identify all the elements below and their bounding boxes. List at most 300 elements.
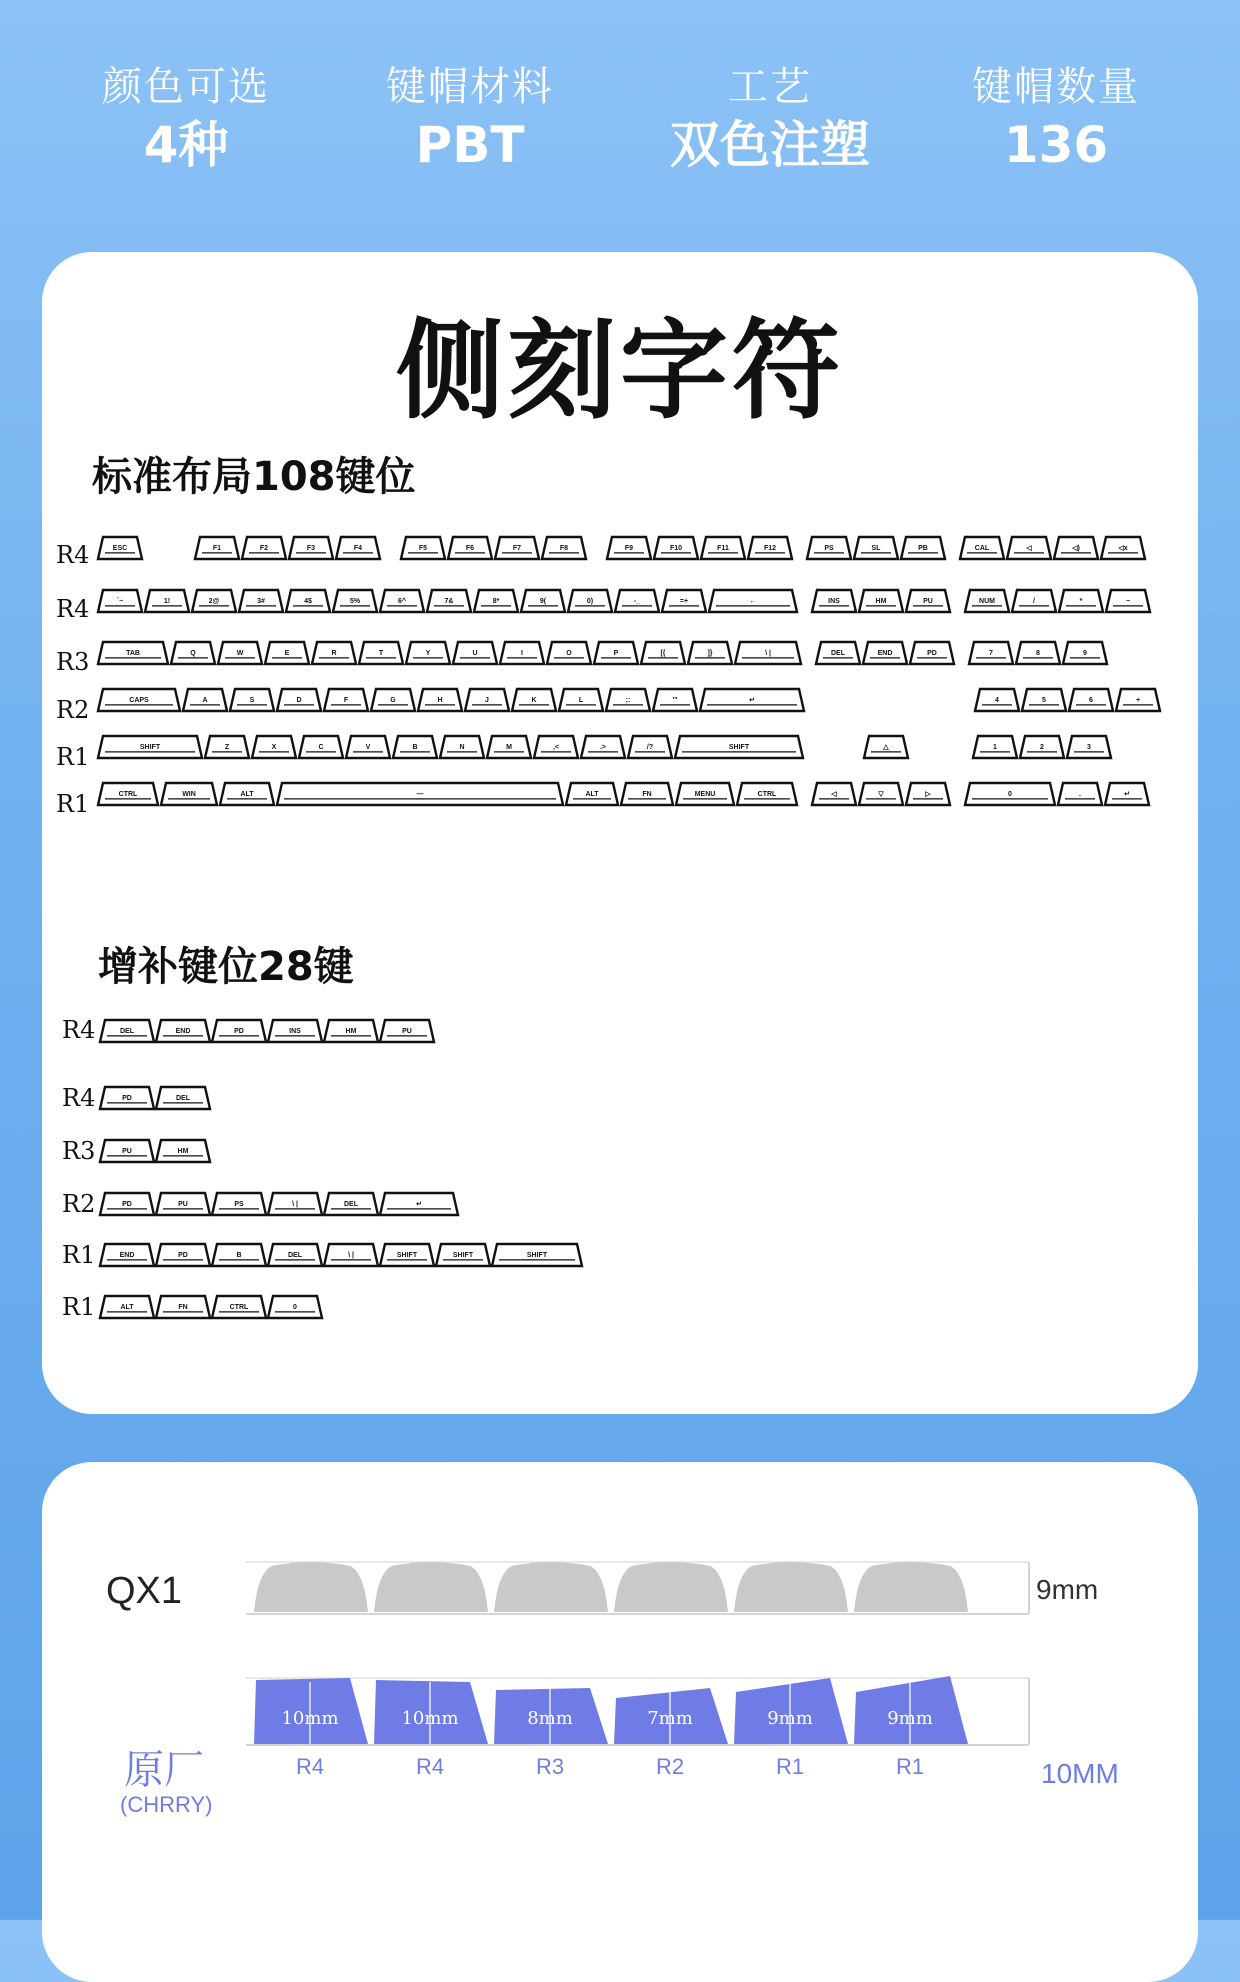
keycap-legend: INS	[289, 1027, 301, 1035]
keycap-legend: PU	[178, 1200, 188, 1208]
cherry-keycap-profile	[854, 1676, 968, 1779]
keycap-legend: 4$	[304, 597, 312, 605]
keycap-legend: V	[365, 743, 371, 751]
keycap-legend: HM	[177, 1147, 189, 1155]
layout-card	[42, 252, 1198, 1414]
keycap-legend: Z	[224, 743, 230, 751]
keycap	[401, 537, 445, 559]
keycap	[676, 783, 734, 805]
keycap-legend: *	[1079, 597, 1083, 605]
row-label: R4	[295, 1754, 325, 1779]
keycap-legend: −	[1125, 597, 1131, 605]
keycap-legend: ↵	[1124, 790, 1130, 798]
cherry-keycap-profile	[374, 1680, 488, 1779]
keycap-legend: INS	[828, 597, 840, 605]
keycap-legend: 4	[995, 696, 999, 704]
keycap-legend: ◁	[831, 790, 837, 798]
keycap-legend: ;:	[625, 696, 631, 704]
keycap-legend: M	[506, 743, 512, 751]
keycap-height-label: 8mm	[527, 1708, 573, 1729]
keycap	[156, 1087, 210, 1109]
keycap	[380, 1020, 434, 1042]
standard-layout-title: 标准布局108键位	[92, 454, 416, 500]
keycap	[427, 590, 471, 612]
keycap	[1059, 590, 1103, 612]
qx1-keycap-profile	[614, 1562, 728, 1612]
qx1-keycap-profile	[734, 1562, 848, 1612]
keycap-legend: PD	[927, 649, 937, 657]
keycap-legend: 2	[1040, 743, 1044, 751]
keycap	[542, 537, 586, 559]
keycap-legend: ALT	[585, 790, 599, 798]
row-label: R1	[56, 790, 90, 818]
keycap	[277, 783, 563, 805]
keycap	[1101, 537, 1145, 559]
keycap-legend: F10	[669, 544, 683, 552]
keycap	[212, 1020, 266, 1042]
keycap-legend: F9	[624, 544, 634, 552]
keycap-legend: F1	[212, 544, 222, 552]
profile-b-height: 10MM	[1041, 1758, 1119, 1789]
keycap-legend: DEL	[344, 1200, 358, 1208]
keycap-legend: F8	[559, 544, 569, 552]
keycap-legend: ◁	[1026, 544, 1032, 552]
keycap-legend: L	[578, 696, 584, 704]
keycap	[453, 642, 497, 664]
keycap	[901, 537, 945, 559]
keycap-legend: CTRL	[757, 790, 777, 798]
keycap	[380, 1193, 458, 1215]
keycap	[212, 1296, 266, 1318]
keycap-legend: F12	[763, 544, 777, 552]
keycap-legend: 8*	[492, 597, 500, 605]
keycap	[1020, 736, 1064, 758]
keycap	[641, 642, 685, 664]
row-label: R2	[655, 1754, 685, 1779]
keycap-legend: PS	[234, 1200, 244, 1208]
keycap-legend: PD	[122, 1094, 132, 1102]
spec-material	[340, 62, 600, 176]
keycap-legend: 1	[993, 743, 997, 751]
keycap-height-label: 7mm	[647, 1708, 693, 1729]
keycap-legend: PD	[178, 1251, 188, 1259]
keycap	[906, 590, 950, 612]
keycap	[393, 736, 437, 758]
keycap-legend: Y	[425, 649, 431, 657]
keycap-legend: 0	[293, 1303, 297, 1311]
keycap	[265, 642, 309, 664]
keycap	[98, 783, 158, 805]
keycap-legend: DEL	[831, 649, 845, 657]
keycap	[100, 1244, 154, 1266]
keycap-legend: H	[437, 696, 443, 704]
keycap-legend: 9	[1083, 649, 1087, 657]
spec-label: 工艺	[728, 64, 812, 110]
keycap	[100, 1296, 154, 1318]
keycap	[380, 1244, 434, 1266]
keycap	[906, 783, 950, 805]
keycap-legend: 0	[1008, 790, 1012, 798]
keycap-legend: NUM	[979, 597, 995, 605]
keycap	[380, 590, 424, 612]
keycap	[487, 736, 531, 758]
keycap-height-label: 9mm	[887, 1708, 933, 1729]
keycap	[268, 1193, 322, 1215]
keycap-legend: PU	[122, 1147, 132, 1155]
keycap-legend: SHIFT	[396, 1251, 418, 1259]
keycap	[975, 689, 1019, 711]
keycap	[1067, 736, 1111, 758]
keycap-legend: DEL	[288, 1251, 302, 1259]
keycap	[1054, 537, 1098, 559]
keycap-legend: F	[343, 696, 349, 704]
keycap	[277, 689, 321, 711]
keycap	[812, 783, 856, 805]
keycap	[436, 1244, 490, 1266]
keycap	[492, 1244, 582, 1266]
row-label: R2	[62, 1190, 96, 1218]
keycap-legend: R	[331, 649, 337, 657]
keycap	[566, 783, 618, 805]
keycap	[230, 689, 274, 711]
keycap	[500, 642, 544, 664]
keycap	[607, 537, 651, 559]
keycap	[1063, 642, 1107, 664]
keycap-legend: DEL	[120, 1027, 134, 1035]
keycap	[1022, 689, 1066, 711]
keycap	[1007, 537, 1051, 559]
keycap-legend: FN	[178, 1303, 188, 1311]
keycap-legend: F4	[353, 544, 363, 552]
keycap	[218, 642, 262, 664]
row-label: R3	[535, 1754, 565, 1779]
keycap	[268, 1296, 322, 1318]
spec-value: PBT	[415, 116, 525, 174]
keycap	[859, 783, 903, 805]
keycap	[98, 736, 202, 758]
keycap	[268, 1020, 322, 1042]
row-label: R4	[62, 1084, 96, 1112]
keycap	[581, 736, 625, 758]
keycap-legend: P	[613, 649, 619, 657]
keycap	[192, 590, 236, 612]
keycap-legend: ↵	[416, 1200, 422, 1208]
row-label: R3	[62, 1137, 96, 1165]
keycap	[654, 537, 698, 559]
keycap	[969, 642, 1013, 664]
keycap	[737, 783, 797, 805]
keycap	[1116, 689, 1160, 711]
extra-keys-title: 增补键位28键	[98, 944, 354, 990]
keycap-legend: J	[485, 696, 489, 704]
keycap	[628, 736, 672, 758]
keycap	[1105, 783, 1149, 805]
keycap-legend: 6	[1089, 696, 1093, 704]
keycap	[100, 1020, 154, 1042]
keycap-legend: W	[236, 649, 244, 657]
keycap-legend: CTRL	[118, 790, 138, 798]
keycap	[336, 537, 380, 559]
qx1-keycap-profile	[854, 1562, 968, 1612]
profile-comparison-card	[42, 1462, 1198, 1982]
keycap	[156, 1244, 210, 1266]
keycap-legend: PU	[402, 1027, 412, 1035]
keycap-legend: S	[249, 696, 255, 704]
profile-b-name: 原厂	[124, 1748, 204, 1792]
keycap-legend: 2@	[208, 597, 220, 605]
keycap-legend: WIN	[182, 790, 196, 798]
row-label: R2	[56, 696, 90, 724]
side-legend-title: 侧刻字符	[395, 309, 844, 434]
keycap-legend: 3#	[257, 597, 265, 605]
keycap	[653, 689, 697, 711]
spec-label: 键帽材料	[386, 64, 554, 110]
keycap	[621, 783, 673, 805]
keycap	[495, 537, 539, 559]
keycap-legend: /	[1033, 597, 1035, 605]
keycap	[534, 736, 578, 758]
keycap	[812, 590, 856, 612]
keycap-legend: I	[521, 649, 523, 657]
keycap	[465, 689, 509, 711]
keycap	[594, 642, 638, 664]
keycap-legend: TAB	[126, 649, 140, 657]
keycap-legend: 8	[1036, 649, 1040, 657]
keyboard-layout-diagram	[42, 252, 1198, 1414]
keycap	[98, 537, 142, 559]
keycap	[252, 736, 296, 758]
keycap	[156, 1020, 210, 1042]
keycap-legend: .>	[599, 743, 607, 751]
keycap-legend: CTRL	[229, 1303, 249, 1311]
keycap-legend: CAL	[974, 544, 990, 552]
keycap-legend: 3	[1087, 743, 1091, 751]
keycap-legend: ↵	[749, 696, 755, 704]
keycap-legend: F11	[717, 544, 729, 552]
keycap	[748, 537, 792, 559]
keycap	[606, 689, 650, 711]
spec-value: 4种	[143, 116, 229, 174]
row-label: R1	[895, 1754, 925, 1779]
keycap	[324, 1193, 378, 1215]
keycap	[807, 537, 851, 559]
keycap	[615, 590, 659, 612]
keycap-legend: END	[119, 1251, 135, 1259]
keycap-legend: 7	[989, 649, 993, 657]
row-label: R4	[56, 595, 90, 623]
qx1-keycap-profile	[254, 1562, 368, 1612]
keycap	[100, 1087, 154, 1109]
keycap	[854, 537, 898, 559]
profile-b-sub: (CHRRY)	[120, 1792, 213, 1817]
keycap	[100, 1193, 154, 1215]
keycap-legend: END	[175, 1027, 191, 1035]
keycap-legend: 0)	[586, 597, 594, 605]
keycap-legend: 7&	[444, 597, 454, 605]
keycap	[171, 642, 215, 664]
keycap	[359, 642, 403, 664]
cherry-keycap-profile	[254, 1678, 368, 1779]
keycap	[333, 590, 377, 612]
keycap	[973, 736, 1017, 758]
keycap-legend: Q	[190, 649, 196, 657]
keycap	[324, 689, 368, 711]
keycap	[100, 1140, 154, 1162]
keycap-legend: CAPS	[129, 696, 149, 704]
keycap	[98, 642, 168, 664]
keycap-legend: O	[566, 649, 572, 657]
keycap-legend: F5	[418, 544, 428, 552]
keycap-legend: 6^	[398, 597, 406, 605]
keycap-legend: \ |	[348, 1251, 354, 1259]
keycap-legend: ALT	[120, 1303, 134, 1311]
keycap-legend: G	[390, 696, 396, 704]
cherry-keycap-profile	[494, 1682, 608, 1779]
keycap	[371, 689, 415, 711]
keycap-legend: MENU	[694, 790, 716, 798]
row-label: R4	[56, 541, 90, 569]
keycap	[910, 642, 954, 664]
row-label: R1	[775, 1754, 805, 1779]
keycap	[965, 590, 1009, 612]
keycap-legend: PD	[234, 1027, 244, 1035]
keycap-legend: F7	[512, 544, 522, 552]
keycap	[559, 689, 603, 711]
keycap-legend: ◁x	[1118, 544, 1128, 552]
keycap	[700, 689, 804, 711]
keycap	[156, 1140, 210, 1162]
keycap	[156, 1296, 210, 1318]
keycap	[239, 590, 283, 612]
keycap	[709, 590, 797, 612]
keycap	[98, 689, 180, 711]
keycap	[324, 1244, 378, 1266]
keycap-legend: `~	[116, 597, 124, 605]
keycap-legend: PU	[923, 597, 933, 605]
profile-a-height: 9mm	[1036, 1574, 1099, 1605]
spec-process	[640, 62, 900, 176]
keycap-legend: HM	[875, 597, 887, 605]
keycap	[701, 537, 745, 559]
keycap-legend: PD	[122, 1200, 132, 1208]
keycap	[98, 590, 142, 612]
row-label: R1	[62, 1293, 96, 1321]
keycap-legend: /?	[646, 743, 654, 751]
keycap-legend: A	[202, 696, 208, 704]
keycap-legend: ▽	[878, 790, 884, 798]
keycap	[299, 736, 343, 758]
keycap-legend: 5	[1042, 696, 1046, 704]
row-label: R4	[415, 1754, 445, 1779]
cherry-keycap-profile	[614, 1682, 728, 1779]
row-label: R1	[56, 743, 90, 771]
keycap-legend: ,<	[552, 743, 560, 751]
keycap	[735, 642, 801, 664]
keycap-legend: ]}	[707, 649, 713, 657]
keycap	[512, 689, 556, 711]
keycap-legend: B	[236, 1251, 242, 1259]
keycap-legend: [{	[660, 649, 666, 657]
keycap	[863, 642, 907, 664]
keycap-legend: PB	[918, 544, 928, 552]
keycap	[1058, 783, 1102, 805]
keycap-legend: F2	[259, 544, 269, 552]
keycap	[1016, 642, 1060, 664]
keycap	[1106, 590, 1150, 612]
qx1-keycap-profile	[494, 1562, 608, 1612]
keycap-height-label: 10mm	[401, 1708, 459, 1729]
keycap-legend: D	[296, 696, 302, 704]
keycap-legend: SHIFT	[452, 1251, 474, 1259]
keycap	[965, 783, 1055, 805]
keycap-legend: FN	[642, 790, 652, 798]
keycap-legend: SHIFT	[728, 743, 750, 751]
keycap	[418, 689, 462, 711]
keycap-height-label: 10mm	[281, 1708, 339, 1729]
spec-color-options	[56, 62, 316, 176]
keycap-legend: T	[378, 649, 384, 657]
keycap	[156, 1193, 210, 1215]
keycap-legend: —	[416, 790, 424, 798]
keycap	[675, 736, 803, 758]
cherry-keycap-profile	[734, 1678, 848, 1779]
keycap	[242, 537, 286, 559]
keycap-legend: ▷	[925, 790, 931, 798]
keycap	[440, 736, 484, 758]
keycap	[212, 1193, 266, 1215]
keycap	[448, 537, 492, 559]
keycap-legend: DEL	[176, 1094, 190, 1102]
spec-bar	[0, 62, 1240, 192]
keycap	[286, 590, 330, 612]
row-label: R3	[56, 648, 90, 676]
keycap	[859, 590, 903, 612]
keycap-legend: ESC	[112, 544, 128, 552]
keycap-legend: ←	[749, 597, 757, 605]
keycap	[346, 736, 390, 758]
keycap	[324, 1020, 378, 1042]
keycap	[212, 1244, 266, 1266]
keycap	[1012, 590, 1056, 612]
keycap	[568, 590, 612, 612]
keycap-legend: △	[883, 743, 889, 751]
profile-diagram	[42, 1462, 1198, 1982]
keycap	[1069, 689, 1113, 711]
keycap	[547, 642, 591, 664]
keycap-legend: .	[1079, 790, 1081, 798]
keycap-legend: -_	[633, 597, 641, 605]
keycap-legend: U	[472, 649, 478, 657]
spec-label: 颜色可选	[102, 64, 270, 110]
keycap-legend: C	[318, 743, 324, 751]
keycap	[816, 642, 860, 664]
keycap-legend: \ |	[765, 649, 771, 657]
keycap	[289, 537, 333, 559]
keycap-legend: +	[1135, 696, 1141, 704]
keycap	[161, 783, 217, 805]
spec-value: 双色注塑	[670, 116, 870, 174]
keycap-legend: =+	[679, 597, 689, 605]
row-label: R1	[62, 1241, 96, 1269]
qx1-keycap-profile	[374, 1562, 488, 1612]
spec-label: 键帽数量	[972, 64, 1140, 110]
keycap	[864, 736, 908, 758]
keycap-legend: SL	[871, 544, 881, 552]
keycap-legend: 1!	[163, 597, 171, 605]
keycap-legend: 9(	[539, 597, 547, 605]
row-label: R4	[62, 1016, 96, 1044]
keycap-legend: F3	[306, 544, 316, 552]
